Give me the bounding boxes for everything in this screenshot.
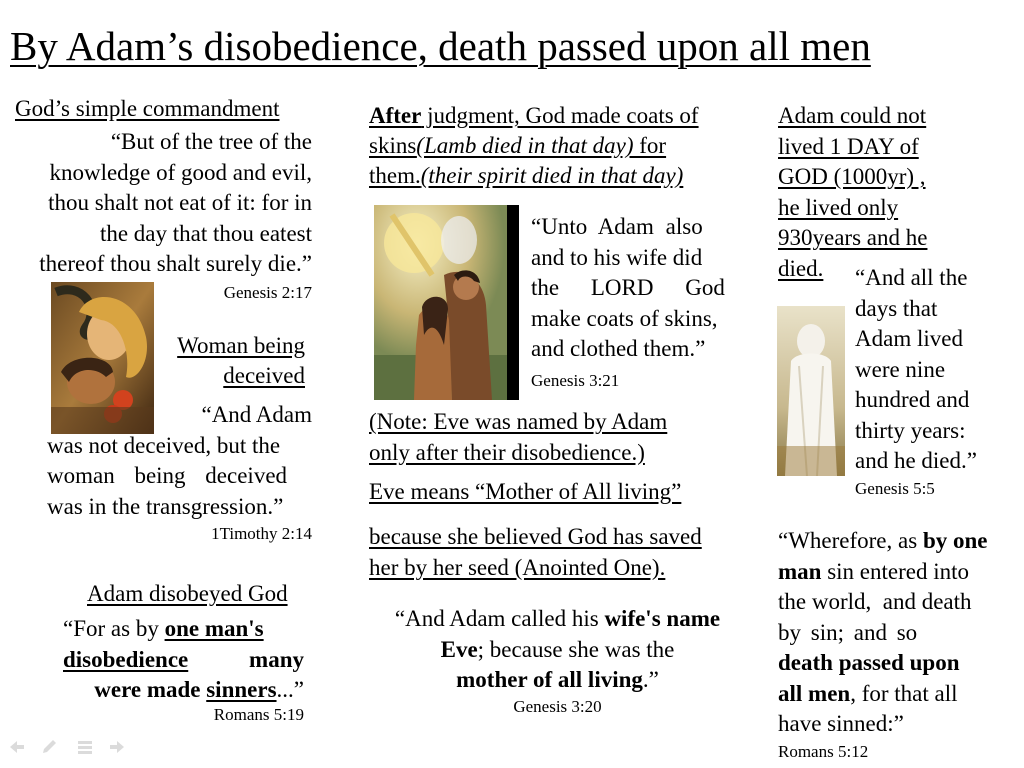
reference-genesis-5-5: Genesis 5:5 [855, 479, 935, 498]
quote-romans-5-19: “For as by one man's disobedience many were made sinners...” [63, 616, 304, 702]
heading-adam-disobeyed: Adam disobeyed God [87, 581, 288, 606]
note-eve-named: (Note: Eve was named by Adam only after their disobedience.) [369, 409, 668, 465]
adam-eve-clothed-painting [374, 205, 519, 400]
pen-icon[interactable] [40, 738, 58, 756]
reference-romans-5-19: Romans 5:19 [213, 705, 304, 724]
quote-genesis-2-17: “But of the tree of the knowledge of good and evil, thou shalt not eat of it: for in the day that thou eatest thereof thou shalt surely die.” [39, 129, 312, 276]
reference-genesis-2-17: Genesis 2:17 [223, 283, 312, 302]
quote-1-timothy-2-14: “And Adam was not deceived, but the woman being deceived was in the transgression.” [47, 402, 312, 519]
eve-means-text: Eve means “Mother of All living” [369, 479, 682, 504]
quote-genesis-3-20: “And Adam called his wife's name Eve; because she was the mother of all living.” [394, 606, 721, 692]
page-title: By Adam’s disobedience, death passed upon all men [10, 23, 871, 69]
forward-arrow-icon[interactable] [108, 738, 126, 756]
heading-woman-deceived: Woman being deceived [177, 333, 305, 388]
reference-genesis-3-20: Genesis 3:20 [513, 697, 602, 716]
reference-genesis-3-21: Genesis 3:21 [531, 371, 620, 390]
reference-romans-5-12: Romans 5:12 [778, 742, 869, 761]
because-she-believed-text: because she believed God has saved her by her seed (Anointed One). [369, 524, 702, 580]
heading-after-judgment: After judgment, God made coats of skins(Lamb died in that day) for them.(their spirit died in that day) [369, 103, 699, 188]
reference-1-timothy-2-14: 1Timothy 2:14 [211, 524, 312, 543]
ghostly-figure-painting [777, 306, 845, 476]
quote-genesis-5-5: “And all the days that Adam lived were nine hundred and thirty years: and he died.” [855, 265, 977, 473]
menu-icon[interactable] [76, 738, 94, 756]
quote-genesis-3-21: “Unto Adam also and to his wife did the LORD God make coats of skins, and clothed them.” [531, 214, 725, 361]
quote-romans-5-12: “Wherefore, as by one man sin entered into the world, and death by sin; and so death passed upon all men, for that all have sinned:” [778, 528, 988, 736]
heading-simple-commandment: God’s simple commandment [15, 96, 280, 121]
back-arrow-icon[interactable] [8, 738, 26, 756]
heading-adam-could-not-live: Adam could not lived 1 DAY of GOD (1000yr) , he lived only 930years and he died. [778, 103, 928, 281]
